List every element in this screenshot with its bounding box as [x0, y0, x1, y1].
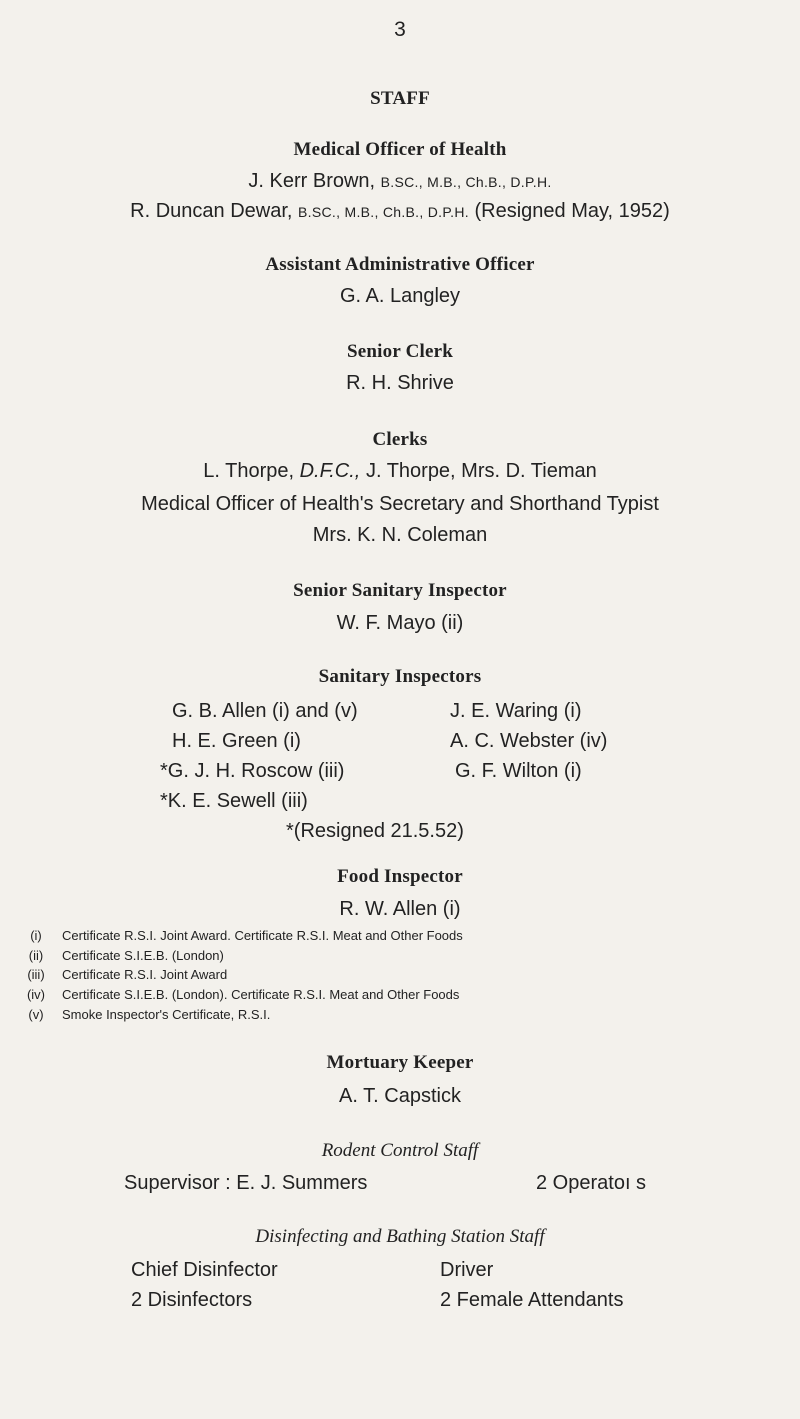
- ssi-heading: Senior Sanitary Inspector: [293, 580, 507, 601]
- footnote-text-3: Certificate R.S.I. Joint Award: [62, 967, 228, 982]
- moh-heading: Medical Officer of Health: [293, 139, 507, 160]
- disinfecting-left-1: Chief Disinfector: [131, 1259, 278, 1281]
- footnote-text-4: Certificate S.I.E.B. (London). Certificate R.S.I. Meat and Other Foods: [62, 987, 460, 1002]
- clerk-name-1: L. Thorpe,: [203, 460, 295, 482]
- page-number: 3: [394, 18, 406, 41]
- disinfecting-heading: Disinfecting and Bathing Station Staff: [255, 1226, 545, 1247]
- footnote-num-1: (i): [30, 928, 42, 943]
- moh-line-1: [0, 170, 800, 193]
- moh-line-2: [0, 200, 800, 223]
- ssi-name: W. F. Mayo (ii): [336, 612, 464, 634]
- disinfecting-left-2: 2 Disinfectors: [131, 1289, 253, 1311]
- footnote-num-2: (ii): [28, 948, 44, 963]
- moh-quals-2: B.SC., M.B., Ch.B., D.P.H.: [298, 204, 469, 220]
- si-left-2: H. E. Green (i): [172, 730, 301, 752]
- food-heading: Food Inspector: [337, 866, 463, 887]
- si-left-4: *K. E. Sewell (iii): [160, 790, 308, 812]
- si-left-1: G. B. Allen (i) and (v): [172, 700, 358, 722]
- moh-quals-1: B.SC., M.B., Ch.B., D.P.H.: [380, 174, 552, 190]
- moh-note-2: (Resigned May, 1952): [474, 200, 670, 222]
- si-heading: Sanitary Inspectors: [318, 666, 482, 687]
- mortuary-name: A. T. Capstick: [339, 1085, 461, 1107]
- senior-clerk-heading: Senior Clerk: [346, 341, 454, 362]
- clerks-rest: J. Thorpe, Mrs. D. Tieman: [365, 460, 597, 482]
- aao-heading: Assistant Administrative Officer: [265, 254, 535, 275]
- disinfecting-right-1: Driver: [440, 1259, 494, 1281]
- footnote-text-5: Smoke Inspector's Certificate, R.S.I.: [62, 1007, 271, 1022]
- footnote-text-1: Certificate R.S.I. Joint Award. Certificate R.S.I. Meat and Other Foods: [62, 928, 463, 943]
- footnote-num-4: (iv): [26, 987, 46, 1002]
- si-right-2: A. C. Webster (iv): [450, 730, 608, 752]
- rodent-heading: Rodent Control Staff: [321, 1140, 479, 1161]
- disinfecting-right-2: 2 Female Attendants: [440, 1289, 624, 1311]
- footnote-text-2: Certificate S.I.E.B. (London): [62, 948, 224, 963]
- clerk-award: D.F.C.,: [299, 460, 361, 482]
- moh-name-1: J. Kerr Brown,: [248, 170, 376, 192]
- si-right-1: J. E. Waring (i): [450, 700, 582, 722]
- si-note: *(Resigned 21.5.52): [286, 820, 464, 842]
- si-left-3: *G. J. H. Roscow (iii): [160, 760, 345, 782]
- rodent-supervisor: Supervisor : E. J. Summers: [124, 1172, 368, 1194]
- aao-name: G. A. Langley: [339, 285, 461, 307]
- secretary-title: Medical Officer of Health's Secretary and Shorthand Typist: [141, 493, 659, 515]
- senior-clerk-name: R. H. Shrive: [346, 372, 454, 394]
- mortuary-heading: Mortuary Keeper: [326, 1052, 474, 1073]
- si-right-3: G. F. Wilton (i): [455, 760, 582, 782]
- moh-name-2: R. Duncan Dewar,: [130, 200, 293, 222]
- rodent-operators: 2 Operatoı s: [536, 1172, 647, 1194]
- secretary-name: Mrs. K. N. Coleman: [312, 524, 488, 546]
- footnote-num-5: (v): [28, 1007, 44, 1022]
- clerks-line: [0, 460, 800, 483]
- page-title: STAFF: [370, 88, 430, 109]
- clerks-heading: Clerks: [372, 429, 428, 450]
- footnote-num-3: (iii): [27, 967, 45, 982]
- food-name: R. W. Allen (i): [339, 898, 461, 920]
